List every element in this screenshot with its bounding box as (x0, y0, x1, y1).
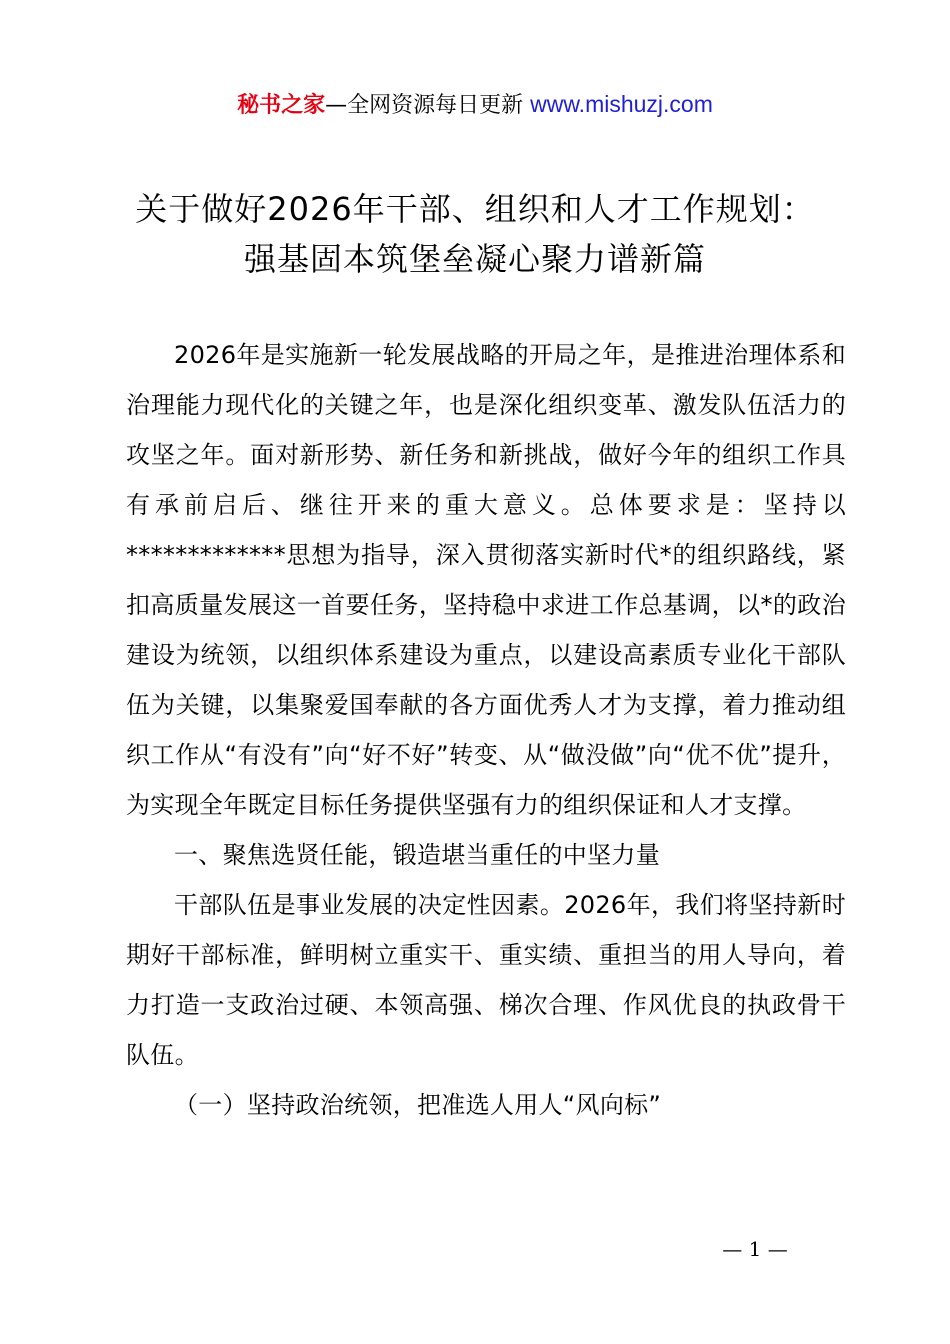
site-url-link[interactable]: www.mishuzj.com (530, 91, 713, 117)
document-title-line-2: 强基固本筑堡垒凝心聚力谱新篇 (243, 240, 706, 278)
document-title-line-1: 关于做好2026年干部、组织和人才工作规划： (135, 190, 815, 228)
section-1-heading: 一、聚焦选贤任能，锻造堪当重任的中坚力量 (174, 841, 660, 869)
subsection-1-heading: （一）坚持政治统领，把准选人用人“风向标” (174, 1091, 662, 1119)
header-dash: — (325, 93, 348, 118)
section-1-paragraph: 干部队伍是事业发展的决定性因素。2026年，我们将坚持新时期好干部标准，鲜明树立重实干、重实绩、重担当的用人导向，着力打造一支政治过硬、本领高强、梯次合理、作风优良的执政骨干队伍。 (126, 891, 846, 1069)
header-tagline: 全网资源每日更新 (347, 93, 524, 118)
page-number: — 1 — (722, 1237, 788, 1261)
intro-paragraph: 2026年是实施新一轮发展战略的开局之年，是推进治理体系和治理能力现代化的关键之年，也是深化组织变革、激发队伍活力的攻坚之年。面对新形势、新任务和新挑战，做好今年的组织工作具有承前启后、继往开来的重大意义。总体要求是：坚持以*************思想为指导，深入贯彻落实新时代*的组织路线，紧扣高质量发展这一首要任务，坚持稳中求进工作总基调，以*的政治建设为统领，以组织体系建设为重点，以建设高素质专业化干部队伍为关键，以集聚爱国奉献的各方面优秀人才为支撑，着力推动组织工作从“有没有”向“好不好”转变、从“做没做”向“优不优”提升，为实现全年既定目标任务提供坚强有力的组织保证和人才支撑。 (126, 341, 846, 819)
site-brand: 秘书之家 (237, 93, 326, 118)
site-header (0, 86, 950, 124)
document-body (126, 330, 846, 1130)
